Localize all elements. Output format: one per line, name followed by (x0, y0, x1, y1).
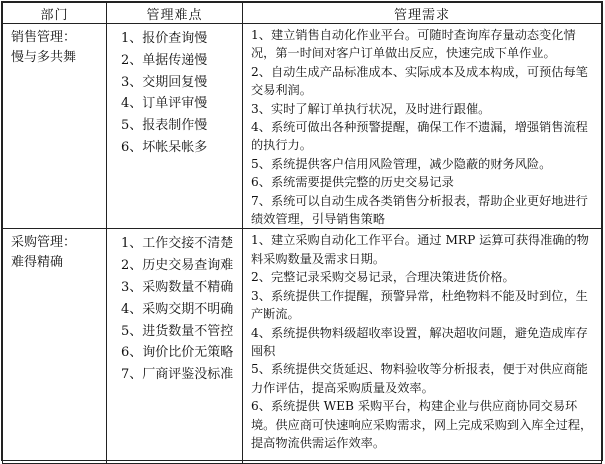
difficulty-item: 6、询价比价无策略 (121, 345, 234, 361)
requirement-item: 5、系统提供交货延迟、物料验收等分析报表，便于对供应商能力作评估，提高采购质量及效率。 (251, 362, 588, 395)
difficulties-cell (107, 229, 243, 464)
dept-name: 销售管理： (11, 30, 77, 45)
difficulty-item: 1、工作交接不清楚 (121, 236, 234, 252)
requirement-item: 2、完整记录采购交易记录，合理决策进货价格。 (251, 270, 515, 285)
requirements-cell (243, 229, 602, 464)
dept-subtitle: 难得精确 (11, 255, 64, 271)
requirement-item: 1、建立销售自动化作业平台。可随时查询库存量动态变化情况，第一时间对客户订单做出反应，快速完成下单作业。 (251, 28, 576, 61)
header-difficulties: 管理难点 (107, 3, 243, 24)
difficulty-item: 3、采购数量不精确 (121, 280, 234, 296)
requirements-document (1, 1, 603, 461)
difficulty-list (107, 24, 242, 159)
dept-cell (3, 229, 107, 464)
requirements-cell (243, 24, 602, 229)
requirement-item: 3、系统提供工作提醒，预警异常，杜绝物料不能及时到位，生产断流。 (251, 288, 588, 322)
difficulty-item: 6、坏帐呆帐多 (121, 139, 208, 155)
difficulty-item: 2、单据传递慢 (121, 52, 208, 68)
requirement-item: 1、建立采购自动化工作平台。通过 MRP 运算可获得准确的物料采购数量及需求日期。 (251, 233, 589, 266)
difficulty-item: 1、报价查询慢 (121, 31, 208, 46)
difficulty-list (107, 229, 242, 386)
dept-cell (3, 24, 107, 229)
requirement-item: 5、系统提供客户信用风险管理，减少隐蔽的财务风险。 (251, 156, 552, 171)
requirement-item: 6、系统提供 WEB 采购平台，构建企业与供应商协同交易环境。供应商可快速响应采购需求，网上完成采购到入库全过程，提高物流供需运作效率。 (251, 399, 593, 450)
dept-subtitle: 慢与多共舞 (11, 50, 77, 65)
difficulties-cell (107, 24, 243, 229)
requirement-item: 6、系统需要提供完整的历史交易记录 (251, 175, 454, 190)
difficulty-item: 7、厂商评鉴没标准 (121, 367, 234, 383)
dept-name: 采购管理： (11, 235, 77, 251)
requirement-item: 4、系统可做出各种预警提醒，确保工作不遗漏，增强销售流程的执行力。 (251, 120, 588, 153)
requirement-item: 2、自动生成产品标准成本、实际成本及成本构成，可预估每笔交易利润。 (251, 64, 588, 98)
requirement-list (243, 24, 601, 228)
table-row-purchase (3, 229, 602, 464)
requirement-list (243, 229, 601, 452)
requirement-item: 7、系统可以自动生成各类销售分析报表，帮助企业更好地进行绩效管理，引导销售策略 (251, 193, 588, 227)
requirement-item: 4、系统提供物料级超收率设置，解决超收问题，避免造成库存囤积 (251, 325, 588, 358)
difficulty-item: 3、交期回复慢 (121, 74, 208, 90)
difficulty-item: 4、采购交期不明确 (121, 301, 234, 317)
management-requirements-table (2, 2, 602, 464)
difficulty-item: 4、订单评审慢 (121, 96, 208, 112)
header-requirements: 管理需求 (243, 3, 602, 24)
difficulty-item: 5、报表制作慢 (121, 118, 208, 134)
requirement-item: 3、实时了解订单执行状况，及时进行跟催。 (251, 101, 491, 116)
table-row-sales (3, 24, 602, 229)
difficulty-item: 5、进货数量不管控 (121, 323, 234, 339)
header-row (3, 3, 602, 24)
difficulty-item: 2、历史交易查询难 (121, 258, 234, 274)
header-dept: 部门 (3, 3, 107, 24)
